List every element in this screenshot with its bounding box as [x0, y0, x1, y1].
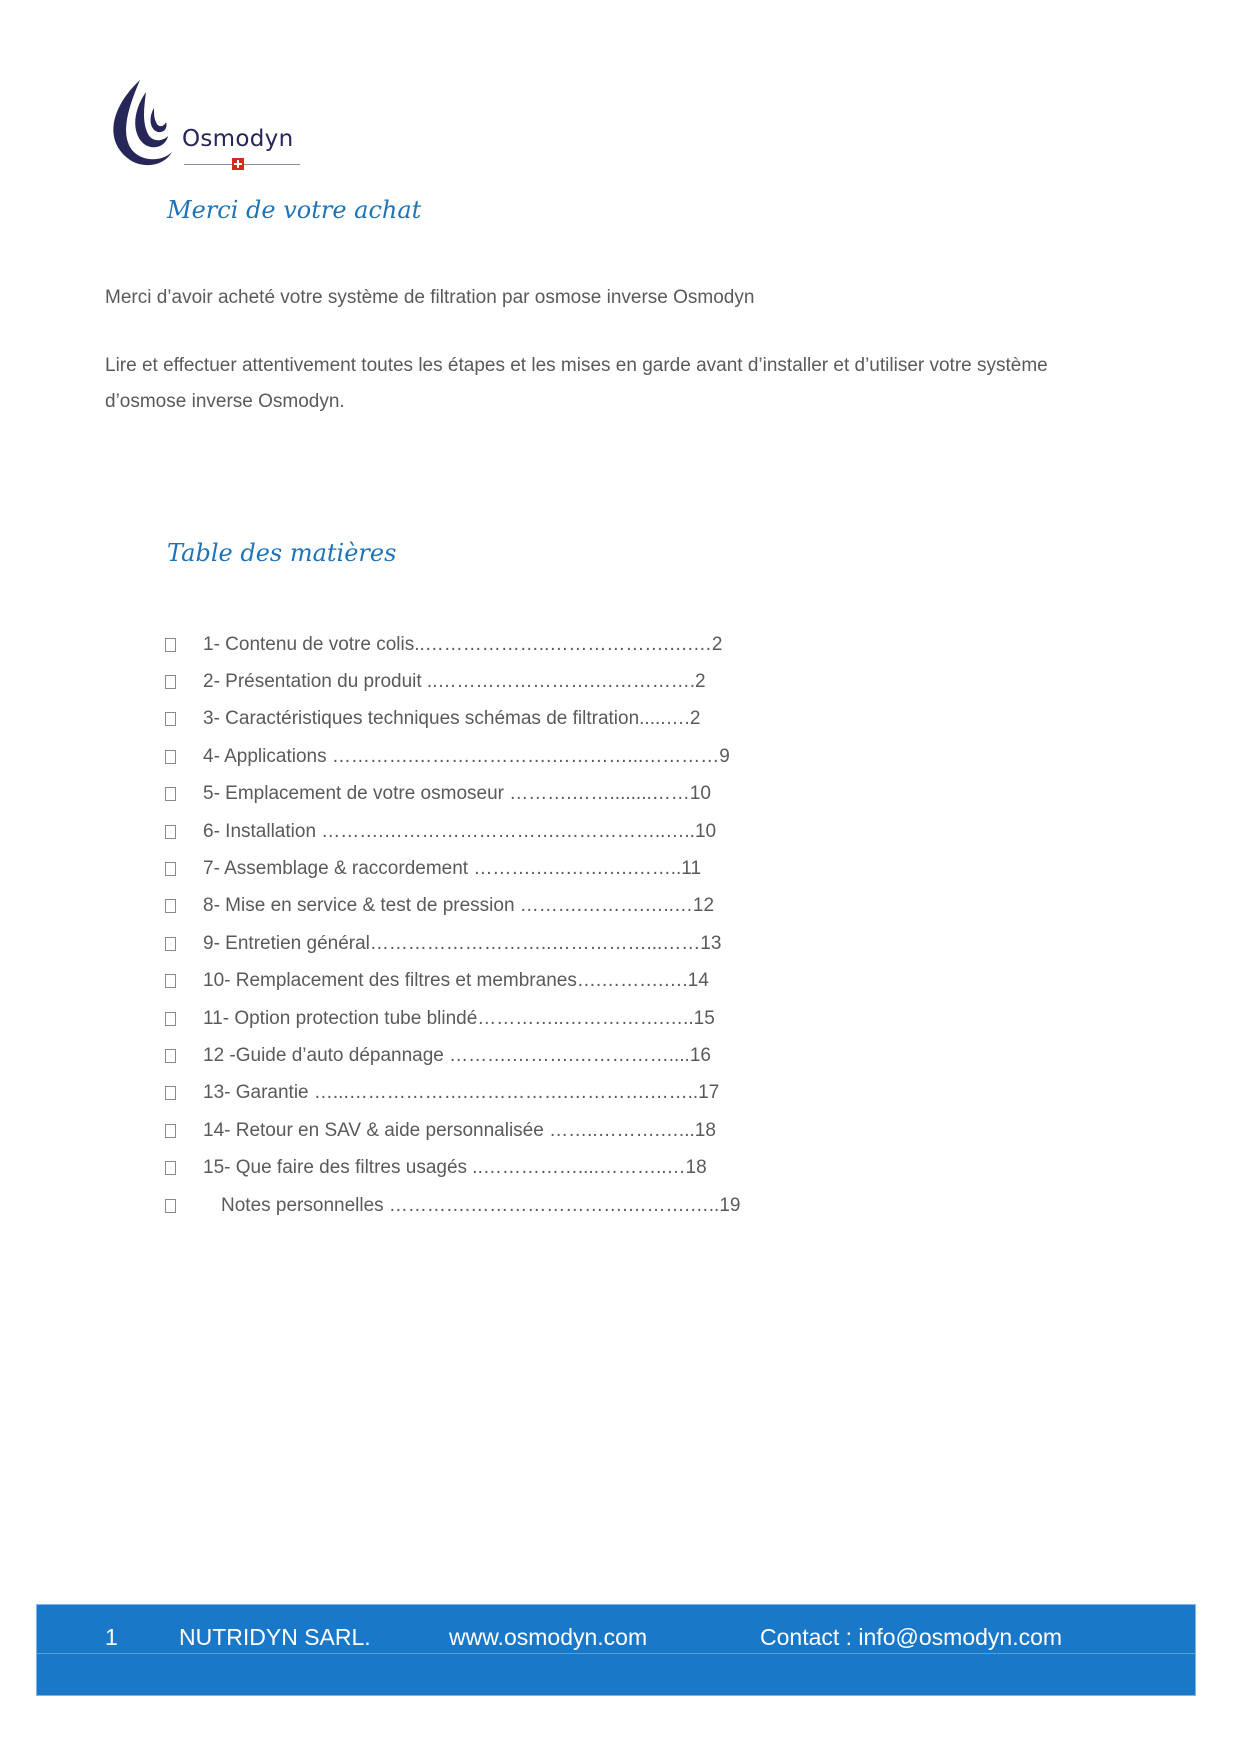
checkbox-icon: [165, 750, 176, 764]
toc-item[interactable]: 7- Assemblage & raccordement ……….…..…….….……..11: [165, 850, 785, 887]
toc-item[interactable]: Notes personnelles ………….…………………….……….…..19: [165, 1187, 785, 1224]
checkbox-icon: [165, 1012, 176, 1026]
intro-paragraph-1: Merci d’avoir acheté votre système de filtration par osmose inverse Osmodyn: [105, 287, 755, 308]
checkbox-icon: [165, 675, 176, 689]
footer-website-link[interactable]: www.osmodyn.com: [449, 1624, 648, 1650]
toc-item[interactable]: 6- Installation ……….……………………….……………..…..10: [165, 813, 785, 850]
toc-item[interactable]: 13- Garantie …...……………….…………….………….……..17: [165, 1075, 785, 1112]
checkbox-icon: [165, 825, 176, 839]
checkbox-icon: [165, 1086, 176, 1100]
footer-divider: [37, 1653, 1195, 1654]
table-of-contents: [165, 626, 785, 1224]
toc-item[interactable]: 5- Emplacement de votre osmoseur ……….……........……10: [165, 776, 785, 813]
toc-item[interactable]: 11- Option protection tube blindé…………..…………….…..15: [165, 1000, 785, 1037]
toc-item[interactable]: 8- Mise en service & test de pression ……….……….…..…12: [165, 888, 785, 925]
checkbox-icon: [165, 712, 176, 726]
page-title: Merci de votre achat: [167, 196, 422, 224]
toc-item[interactable]: 2- Présentation du produit ..…………………….…………….2: [165, 663, 785, 700]
checkbox-icon: [165, 1124, 176, 1138]
page-number: 1: [105, 1624, 118, 1650]
water-drop-swirl-icon: [106, 78, 180, 170]
toc-item[interactable]: 15- Que faire des filtres usagés ..……………....………..…18: [165, 1149, 785, 1186]
checkbox-icon: [165, 1049, 176, 1063]
footer-company: NUTRIDYN SARL.: [179, 1624, 371, 1650]
checkbox-icon: [165, 862, 176, 876]
toc-item[interactable]: 10- Remplacement des filtres et membranes….……….….14: [165, 963, 785, 1000]
checkbox-icon: [165, 638, 176, 652]
checkbox-icon: [165, 937, 176, 951]
checkbox-icon: [165, 787, 176, 801]
intro-paragraph-2: Lire et effectuer attentivement toutes les étapes et les mises en garde avant d’installer et d’utiliser votre système d’osmose inverse Osmodyn.: [105, 355, 1048, 412]
page-footer: [36, 1604, 1196, 1696]
logo-wordmark: Osmodyn: [182, 126, 294, 152]
checkbox-icon: [165, 899, 176, 913]
toc-title: Table des matières: [167, 539, 397, 567]
checkbox-icon: [165, 1161, 176, 1175]
toc-item[interactable]: 1- Contenu de votre colis..………………..……………….….…2: [165, 626, 785, 663]
toc-item[interactable]: 14- Retour en SAV & aide personnalisée ……..……….…...18: [165, 1112, 785, 1149]
toc-item[interactable]: 12 -Guide d’auto dépannage ……….……….……………....16: [165, 1037, 785, 1074]
toc-item[interactable]: 4- Applications ………….………………….…………...…………9: [165, 738, 785, 775]
checkbox-icon: [165, 974, 176, 988]
footer-contact[interactable]: Contact : info@osmodyn.com: [760, 1624, 1063, 1650]
osmodyn-logo: [106, 78, 306, 170]
swiss-flag-icon: [232, 158, 244, 170]
checkbox-icon: [165, 1199, 176, 1213]
toc-item[interactable]: 9- Entretien général………………………..……………...……13: [165, 925, 785, 962]
toc-item[interactable]: 3- Caractéristiques techniques schémas de filtration.....….2: [165, 701, 785, 738]
